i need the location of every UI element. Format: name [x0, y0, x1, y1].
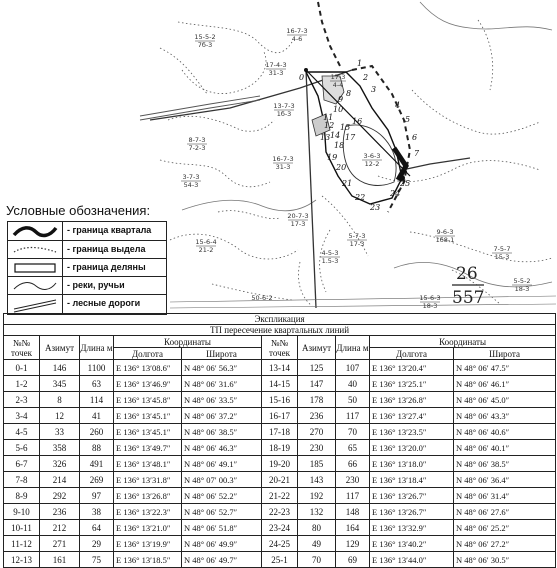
- map-label: 21: [342, 179, 353, 188]
- table-cell: 230: [298, 440, 336, 456]
- map-label: 19: [327, 153, 338, 162]
- col-header-points: №№ точек: [4, 336, 40, 360]
- col-header-azimuth-2: Азимут: [298, 336, 336, 360]
- map-label: 25: [400, 179, 411, 188]
- table-cell: 38: [80, 504, 114, 520]
- table-cell: E 136° 13′20.0″: [370, 440, 454, 456]
- table-cell: 270: [298, 424, 336, 440]
- map-label: 4-6: [291, 35, 303, 43]
- table-cell: E 136° 13′32.9″: [370, 520, 454, 536]
- road: [140, 96, 260, 120]
- map-label: 18: [334, 141, 345, 150]
- table-cell: N 48° 06′ 52.2″: [182, 488, 262, 504]
- col-header-lat: Широта: [182, 348, 262, 360]
- col-header-lon: Долгота: [114, 348, 182, 360]
- legend-item-stand: [8, 240, 166, 259]
- table-cell: 14-15: [262, 376, 298, 392]
- map-label: 20-7-3: [287, 212, 309, 220]
- map-label: 0: [299, 73, 305, 82]
- table-cell: 41: [80, 408, 114, 424]
- table-cell: 192: [298, 488, 336, 504]
- table-cell: N 48° 06′ 27.2″: [454, 536, 556, 552]
- map-label: 15-6-4: [195, 238, 217, 246]
- stand-label-15: [419, 294, 440, 310]
- table-cell: 7-8: [4, 472, 40, 488]
- table-cell: E 136° 13′18.5″: [114, 552, 182, 568]
- table-cell: N 48° 06′ 46.3″: [182, 440, 262, 456]
- table-cell: 117: [336, 488, 370, 504]
- col-header-azimuth: Азимут: [40, 336, 80, 360]
- explication-table-wrap: [3, 313, 555, 568]
- map-label: 17-3: [330, 73, 346, 81]
- map-label: 1б-3: [276, 110, 292, 118]
- stand-label-11: [320, 249, 340, 265]
- table-cell: E 136° 13′48.1″: [114, 456, 182, 472]
- map-label: 3-7-3: [182, 173, 200, 181]
- map-label: 5: [405, 115, 411, 124]
- table-cell: 185: [298, 456, 336, 472]
- stand-label-14: [492, 245, 512, 261]
- table-cell: 23-24: [262, 520, 298, 536]
- map-label: 1: [357, 59, 363, 68]
- table-cell: N 48° 06′ 38.5″: [182, 424, 262, 440]
- table-cell: 50: [336, 392, 370, 408]
- table-cell: N 48° 06′ 51.8″: [182, 520, 262, 536]
- map-label: 15-6-3: [419, 294, 441, 302]
- table-cell: N 48° 06′ 33.5″: [182, 392, 262, 408]
- table-row: [4, 552, 556, 568]
- table-cell: 236: [40, 504, 80, 520]
- table-cell: N 48° 06′ 25.2″: [454, 520, 556, 536]
- table-cell: 13-14: [262, 360, 298, 376]
- map-label: 16: [352, 117, 363, 126]
- col-header-lat-2: Широта: [454, 348, 556, 360]
- stand-label-17: [251, 294, 272, 302]
- table-cell: N 48° 06′ 37.2″: [182, 408, 262, 424]
- map-label: 24: [390, 189, 401, 198]
- map-label: 7: [414, 149, 420, 158]
- map-label: 50-6-2: [251, 294, 273, 302]
- table-cell: 230: [336, 472, 370, 488]
- stand-label-4: [273, 102, 294, 118]
- map-label: 5-7-3: [348, 232, 366, 240]
- table-cell: E 136° 13′49.7″: [114, 440, 182, 456]
- table-row: [4, 376, 556, 392]
- stand-label-2: [265, 61, 286, 77]
- table-cell: 24-25: [262, 536, 298, 552]
- table-cell: 2-3: [4, 392, 40, 408]
- table-cell: E 136° 13′44.0″: [370, 552, 454, 568]
- map-label: 4-5-3: [321, 249, 339, 257]
- col-header-length-2: Длина м: [336, 336, 370, 360]
- stand-label-7: [181, 173, 201, 189]
- table-row: [4, 392, 556, 408]
- col-header-points-2: №№ точек: [262, 336, 298, 360]
- thick-curve-icon: [8, 222, 63, 240]
- legend-item-roads: [8, 294, 166, 313]
- table-cell: N 48° 06′ 52.7″: [182, 504, 262, 520]
- table-cell: N 48° 06′ 27.6″: [454, 504, 556, 520]
- stand-label-12: [347, 232, 367, 248]
- table-cell: 178: [298, 392, 336, 408]
- col-header-coords: Координаты: [114, 336, 262, 348]
- legend-item-rivers: [8, 276, 166, 295]
- table-cell: 40: [336, 376, 370, 392]
- table-cell: N 48° 06′ 40.1″: [454, 440, 556, 456]
- map-label: 7-5-7: [493, 245, 511, 253]
- table-cell: 0-1: [4, 360, 40, 376]
- table-cell: 75: [80, 552, 114, 568]
- table-cell: 70: [298, 552, 336, 568]
- map-label: 17-3: [290, 220, 306, 228]
- map-label: 54-3: [183, 181, 199, 189]
- map-label: 1.5-3: [321, 257, 339, 265]
- table-cell: 236: [298, 408, 336, 424]
- map-label: 11: [323, 113, 334, 122]
- table-cell: 143: [298, 472, 336, 488]
- table-cell: E 136° 13′18.4″: [370, 472, 454, 488]
- table-cell: 5-6: [4, 440, 40, 456]
- table-cell: E 136° 13′26.7″: [370, 488, 454, 504]
- stand-boundaries: [160, 20, 552, 306]
- table-row: [4, 360, 556, 376]
- map-label: 15-5-2: [194, 33, 216, 41]
- table-cell: 147: [298, 376, 336, 392]
- map-label: 22: [355, 193, 366, 202]
- map-label: 9-6-3: [436, 228, 454, 236]
- legend-title: Условные обозначения:: [6, 203, 151, 218]
- col-header-coords-2: Координаты: [370, 336, 556, 348]
- table-cell: 326: [40, 456, 80, 472]
- table-cell: 125: [298, 360, 336, 376]
- map-label: 12: [324, 121, 335, 130]
- table-cell: 164: [336, 520, 370, 536]
- table-cell: E 136° 13′45.1″: [114, 408, 182, 424]
- table-cell: 12: [40, 408, 80, 424]
- table-cell: E 136° 13′26.8″: [370, 392, 454, 408]
- table-cell: N 48° 06′ 38.5″: [454, 456, 556, 472]
- map-label: 15: [340, 123, 351, 132]
- table-cell: E 136° 13′25.1″: [370, 376, 454, 392]
- map-label: 14: [330, 131, 341, 140]
- table-body: [4, 360, 556, 568]
- table-cell: 146: [40, 360, 80, 376]
- map-label: 18-3: [422, 302, 438, 310]
- table-cell: 80: [298, 520, 336, 536]
- legend-item-quarter: [8, 222, 166, 240]
- map-label: 23: [370, 203, 381, 212]
- table-cell: 69: [336, 552, 370, 568]
- table-cell: N 48° 06′ 56.3″: [182, 360, 262, 376]
- table-row: [4, 504, 556, 520]
- table-cell: 491: [80, 456, 114, 472]
- table-cell: N 48° 06′ 49.1″: [182, 456, 262, 472]
- table-cell: 11-12: [4, 536, 40, 552]
- table-subtitle: ТП пересечение квартальных линий: [4, 325, 556, 336]
- map-label: 15-3: [494, 253, 510, 261]
- table-cell: N 48° 06′ 31.4″: [454, 488, 556, 504]
- stand-label-8: [362, 152, 382, 168]
- table-cell: 358: [40, 440, 80, 456]
- table-cell: 88: [80, 440, 114, 456]
- table-cell: 212: [40, 520, 80, 536]
- map-label: 557: [452, 288, 485, 308]
- table-cell: 161: [40, 552, 80, 568]
- explication-table: [3, 313, 556, 568]
- table-cell: N 48° 06′ 30.5″: [454, 552, 556, 568]
- table-cell: E 136° 13′45.1″: [114, 424, 182, 440]
- table-cell: N 48° 06′ 49.7″: [182, 552, 262, 568]
- map-label: 10: [333, 105, 344, 114]
- table-cell: N 48° 06′ 36.4″: [454, 472, 556, 488]
- map-label: 17-3: [349, 240, 365, 248]
- table-cell: 114: [80, 392, 114, 408]
- table-cell: 33: [40, 424, 80, 440]
- table-cell: 97: [80, 488, 114, 504]
- table-cell: 345: [40, 376, 80, 392]
- table-row: [4, 440, 556, 456]
- table-cell: 4-5: [4, 424, 40, 440]
- stand-label-5: [187, 136, 207, 152]
- table-cell: 117: [336, 408, 370, 424]
- double-line-icon: [8, 295, 63, 313]
- table-cell: E 136° 13′20.4″: [370, 360, 454, 376]
- table-cell: 8-9: [4, 488, 40, 504]
- table-cell: 70: [336, 424, 370, 440]
- table-cell: 17-18: [262, 424, 298, 440]
- map-label: 21-2: [198, 246, 214, 254]
- stand-label-1: [286, 27, 307, 43]
- table-cell: 132: [298, 504, 336, 520]
- table-cell: 260: [80, 424, 114, 440]
- table-cell: 66: [336, 456, 370, 472]
- table-cell: 292: [40, 488, 80, 504]
- wavy-line-icon: [8, 277, 63, 295]
- table-cell: 63: [80, 376, 114, 392]
- map-label: 16-7-3: [272, 155, 294, 163]
- rectangle-icon: [8, 259, 63, 277]
- table-cell: 16-17: [262, 408, 298, 424]
- table-cell: 29: [80, 536, 114, 552]
- map-label: 16-7-3: [286, 27, 308, 35]
- table-cell: N 48° 06′ 43.3″: [454, 408, 556, 424]
- map-label: 3-6-3: [363, 152, 381, 160]
- stand-label-3: [330, 73, 346, 89]
- table-cell: N 48° 06′ 40.6″: [454, 424, 556, 440]
- table-cell: 22-23: [262, 504, 298, 520]
- table-cell: N 48° 07′ 00.3″: [182, 472, 262, 488]
- map-label: 31-3: [268, 69, 284, 77]
- stand-label-9: [287, 212, 308, 228]
- table-cell: N 48° 06′ 31.6″: [182, 376, 262, 392]
- table-cell: E 136° 13′26.7″: [370, 504, 454, 520]
- map-label: 12-2: [364, 160, 380, 168]
- map-label: 17-4-3: [265, 61, 287, 69]
- col-header-length: Длина м: [80, 336, 114, 360]
- table-cell: E 136° 13′45.8″: [114, 392, 182, 408]
- table-cell: E 136° 13′46.9″: [114, 376, 182, 392]
- map-label: 4-4: [332, 81, 344, 89]
- table-cell: N 48° 06′ 49.9″: [182, 536, 262, 552]
- table-row: [4, 488, 556, 504]
- table-cell: 271: [40, 536, 80, 552]
- table-cell: E 136° 13′18.0″: [370, 456, 454, 472]
- map-label: 18-3: [514, 285, 530, 293]
- table-cell: 49: [298, 536, 336, 552]
- table-cell: 107: [336, 360, 370, 376]
- table-cell: 20-21: [262, 472, 298, 488]
- table-cell: E 136° 13′23.5″: [370, 424, 454, 440]
- dotted-line-icon: [8, 241, 63, 259]
- table-cell: E 136° 13′08.6″: [114, 360, 182, 376]
- legend-label: - граница деляны: [67, 262, 146, 272]
- legend-label: - граница квартала: [67, 225, 152, 235]
- table-cell: 12-13: [4, 552, 40, 568]
- table-cell: 18-19: [262, 440, 298, 456]
- table-row: [4, 424, 556, 440]
- sheet-number: [452, 264, 484, 308]
- stand-label-13: [435, 228, 455, 244]
- table-row: [4, 456, 556, 472]
- map-label: 3: [371, 85, 377, 94]
- table-cell: E 136° 13′22.3″: [114, 504, 182, 520]
- table-cell: 64: [80, 520, 114, 536]
- table-cell: E 136° 13′27.4″: [370, 408, 454, 424]
- table-cell: 3-4: [4, 408, 40, 424]
- stand-label-16: [512, 277, 532, 293]
- table-cell: 1100: [80, 360, 114, 376]
- map-label: 8-7-3: [188, 136, 206, 144]
- table-title: Экспликация: [4, 314, 556, 325]
- table-cell: 10-11: [4, 520, 40, 536]
- table-row: [4, 472, 556, 488]
- legend-label: - граница выдела: [67, 244, 146, 254]
- stand-label-0: [194, 33, 215, 49]
- table-cell: E 136° 13′19.9″: [114, 536, 182, 552]
- table-cell: 129: [336, 536, 370, 552]
- stand-label-10: [195, 238, 216, 254]
- legend-label: - реки, ручьи: [67, 280, 125, 290]
- table-cell: N 48° 06′ 45.0″: [454, 392, 556, 408]
- legend-label: - лесные дороги: [67, 298, 141, 308]
- legend-item-cutting: [8, 258, 166, 277]
- table-cell: 269: [80, 472, 114, 488]
- table-cell: 25-1: [262, 552, 298, 568]
- col-header-lon-2: Долгота: [370, 348, 454, 360]
- table-cell: 21-22: [262, 488, 298, 504]
- table-row: [4, 536, 556, 552]
- map-label: 13-7-3: [273, 102, 295, 110]
- map-label: 5-5-2: [513, 277, 531, 285]
- table-cell: E 136° 13′31.8″: [114, 472, 182, 488]
- table-row: [4, 520, 556, 536]
- map-label: 6: [412, 133, 418, 142]
- table-cell: 19-20: [262, 456, 298, 472]
- table-cell: 15-16: [262, 392, 298, 408]
- table-cell: 214: [40, 472, 80, 488]
- table-cell: 65: [336, 440, 370, 456]
- table-cell: 1-2: [4, 376, 40, 392]
- map-label: 17: [345, 133, 356, 142]
- map-label: 13: [320, 133, 331, 142]
- map-label: 2: [363, 73, 369, 82]
- table-cell: 148: [336, 504, 370, 520]
- table-cell: N 48° 06′ 47.5″: [454, 360, 556, 376]
- map-label: 31-3: [275, 163, 291, 171]
- table-cell: 9-10: [4, 504, 40, 520]
- map-label: 7-2-3: [188, 144, 206, 152]
- table-cell: E 136° 13′40.2″: [370, 536, 454, 552]
- table-cell: 6-7: [4, 456, 40, 472]
- map-label: 4: [395, 101, 401, 110]
- table-cell: N 48° 06′ 46.1″: [454, 376, 556, 392]
- map-label: 7б-3: [197, 41, 213, 49]
- map-label: 9: [338, 95, 344, 104]
- stand-label-6: [272, 155, 293, 171]
- table-row: [4, 408, 556, 424]
- map-label: 1б8-1: [435, 236, 455, 244]
- map-label: 26: [456, 264, 478, 284]
- table-cell: E 136° 13′21.0″: [114, 520, 182, 536]
- table-cell: 8: [40, 392, 80, 408]
- map-label: 20: [336, 163, 347, 172]
- table-cell: E 136° 13′26.8″: [114, 488, 182, 504]
- legend-box: [7, 221, 167, 315]
- map-label: 8: [346, 89, 352, 98]
